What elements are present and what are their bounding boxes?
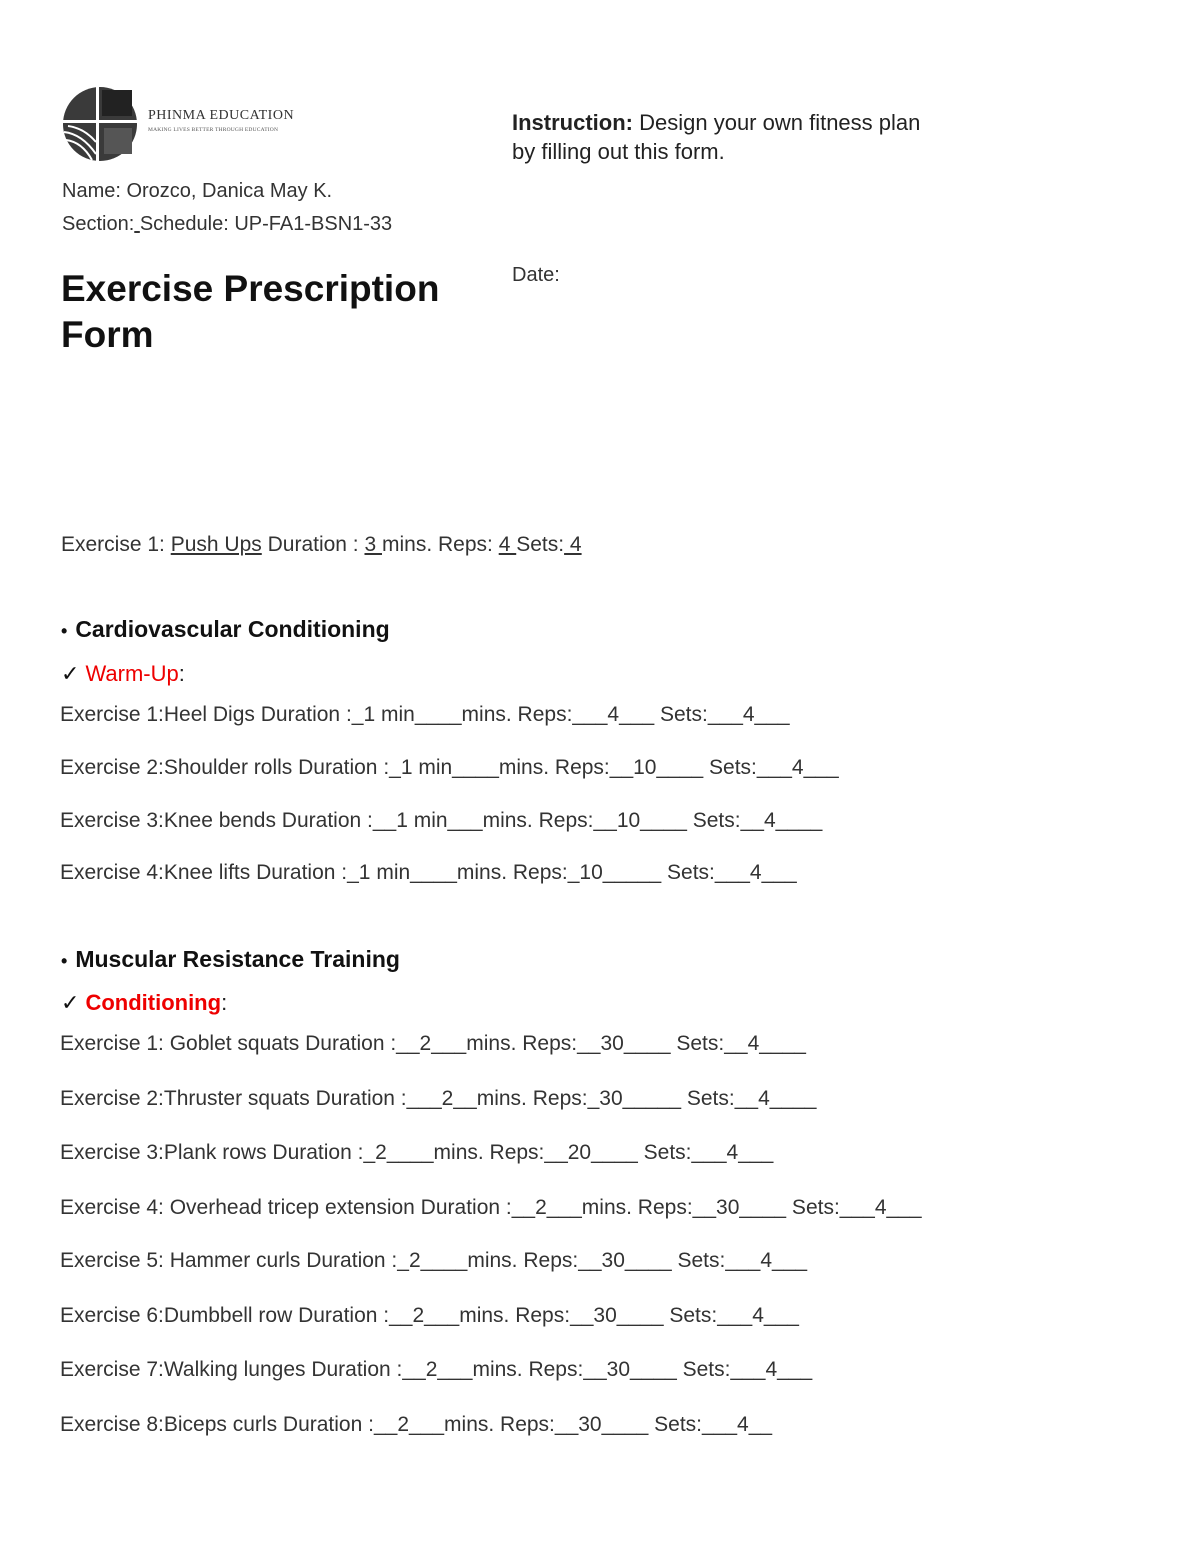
section-heading-text: Cardiovascular Conditioning xyxy=(75,616,390,642)
page-title-line1: Exercise Prescription xyxy=(61,268,440,309)
section-heading-muscular xyxy=(61,946,400,973)
exercise-top-duration-label: Duration : xyxy=(261,533,365,556)
bullet-icon: • xyxy=(61,951,68,971)
list-item: Exercise 7:Walking lunges Duration :__2___mins. Reps:__30____ Sets:___4___ xyxy=(60,1358,813,1381)
subsection-colon: : xyxy=(178,661,185,686)
list-item: Exercise 2:Thruster squats Duration :___2__mins. Reps:_30_____ Sets:__4____ xyxy=(60,1087,817,1110)
exercise-top-line xyxy=(61,533,582,557)
phinma-logo-mark xyxy=(62,84,142,164)
subsection-colon: : xyxy=(221,990,228,1015)
list-item: Exercise 2:Shoulder rolls Duration :_1 min____mins. Reps:__10____ Sets:___4___ xyxy=(60,756,839,779)
subsection-label: Conditioning xyxy=(85,990,222,1015)
check-icon: ✓ xyxy=(61,990,80,1015)
instruction xyxy=(512,108,920,166)
exercise-top-reps-label: mins. Reps: xyxy=(382,533,499,556)
student-section xyxy=(62,213,392,236)
page-title-line2: Form xyxy=(61,314,154,355)
list-item: Exercise 4:Knee lifts Duration :_1 min____mins. Reps:_10_____ Sets:___4___ xyxy=(60,861,797,884)
date-label: Date: xyxy=(512,264,560,286)
check-icon: ✓ xyxy=(61,661,80,686)
logo-tagline: MAKING LIVES BETTER THROUGH EDUCATION xyxy=(148,127,279,133)
list-item: Exercise 1: Goblet squats Duration :__2___mins. Reps:__30____ Sets:__4____ xyxy=(60,1032,806,1055)
instruction-text-2: by filling out this form. xyxy=(512,139,725,164)
exercise-top-duration: 3 xyxy=(364,533,382,556)
section-heading-text: Muscular Resistance Training xyxy=(75,946,400,972)
student-name: Name: Orozco, Danica May K. xyxy=(62,180,333,202)
page-title xyxy=(61,266,439,358)
subsection-conditioning xyxy=(61,990,227,1016)
subsection-label: Warm-Up xyxy=(85,661,179,686)
phinma-logo xyxy=(62,84,322,164)
instruction-text-1: Design your own fitness plan xyxy=(633,110,921,135)
section-heading-cardio xyxy=(61,616,390,643)
list-item: Exercise 4: Overhead tricep extension Duration :__2___mins. Reps:__30____ Sets:___4___ xyxy=(60,1196,922,1219)
list-item: Exercise 6:Dumbbell row Duration :__2___mins. Reps:__30____ Sets:___4___ xyxy=(60,1304,799,1327)
exercise-top-sets-label: Sets: xyxy=(516,533,565,556)
instruction-label: Instruction: xyxy=(512,110,633,135)
list-item: Exercise 1:Heel Digs Duration :_1 min____mins. Reps:___4___ Sets:___4___ xyxy=(60,703,790,726)
section-label: Section: xyxy=(62,213,135,235)
list-item: Exercise 3:Knee bends Duration :__1 min___mins. Reps:__10____ Sets:__4____ xyxy=(60,809,823,832)
list-item: Exercise 5: Hammer curls Duration :_2____mins. Reps:__30____ Sets:___4___ xyxy=(60,1249,808,1272)
logo-name: PHINMA EDUCATION xyxy=(148,108,295,123)
list-item: Exercise 3:Plank rows Duration :_2____mins. Reps:__20____ Sets:___4___ xyxy=(60,1141,774,1164)
exercise-top-name: Push Ups xyxy=(170,533,262,556)
list-item: Exercise 8:Biceps curls Duration :__2___mins. Reps:__30____ Sets:___4__ xyxy=(60,1413,773,1436)
subsection-warmup xyxy=(61,661,185,687)
bullet-icon: • xyxy=(61,621,68,641)
schedule: Schedule: UP-FA1-BSN1-33 xyxy=(139,213,393,235)
exercise-top-sets: 4 xyxy=(564,533,582,556)
exercise-top-prefix: Exercise 1: xyxy=(61,533,171,556)
exercise-top-reps: 4 xyxy=(498,533,517,556)
